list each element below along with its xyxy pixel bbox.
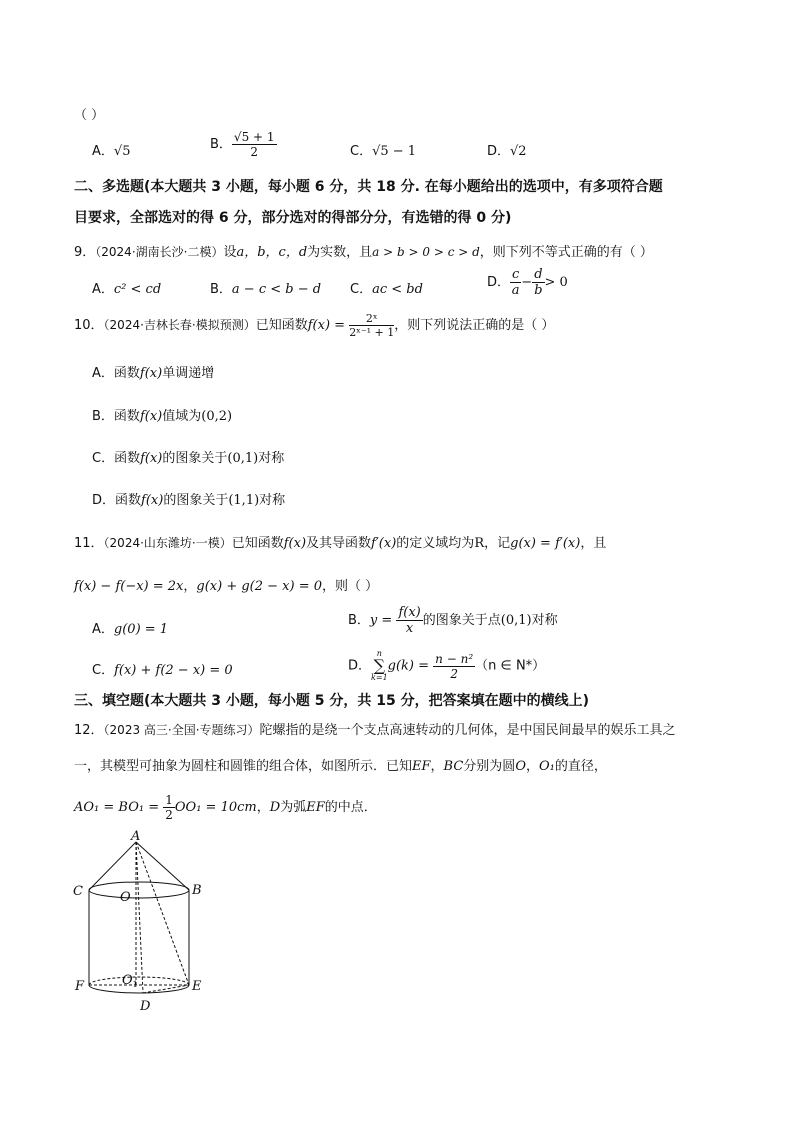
spinning-top-figure (70, 828, 210, 1023)
label-o: O (120, 890, 131, 905)
bottom-circle-front (89, 985, 189, 993)
q12-stem-line2: 一，其模型可抽象为圆柱和圆锥的组合体，如图所示．已知EF，BC分别为圆O，O₁的直径， (74, 759, 607, 774)
q8-answer-paren: （ ） (74, 108, 105, 123)
q12-stem-line3: AO₁ = BO₁ = $\frac{1}{2}$ OO₁ = 10cm，D为弧EF的中点． (74, 793, 377, 822)
top-circle (89, 882, 189, 898)
ad-dashed (136, 842, 143, 993)
q11-option-d: D． n ∑ k=1 g(k) = $\frac{\text{n − n²}}{2}$ （n ∈ N*） (348, 649, 546, 682)
q11-option-c: C．f(x) + f(2 − x) = 0 (92, 663, 233, 678)
q9-option-b: B．a − c < b − d (210, 282, 322, 297)
label-d: D (140, 999, 151, 1014)
label-e: E (192, 979, 202, 994)
q11-stem-line1: 11．（2024·山东潍坊·一模）已知函数f(x)及其导函数f′(x)的定义域均为R，记g(x) = f′(x)，且 (74, 536, 607, 551)
q9-option-c: C．ac < bd (350, 282, 423, 297)
label-a: A (131, 829, 141, 844)
q8-option-d: D．√2 (487, 144, 527, 159)
q8-option-b: B． $\frac{√5 + 1}{2}$ (210, 130, 275, 159)
q10-option-d: D．函数f(x)的图象关于(1,1)对称 (92, 493, 286, 508)
q11-option-a: A．g(0) = 1 (92, 622, 169, 637)
section2-heading-line2: 目要求，全部选对的得 6 分，部分选对的得部分分，有选错的得 0 分) (74, 210, 512, 226)
q10-option-b: B．函数f(x)值域为(0,2) (92, 409, 233, 424)
section2-heading-line1: 二、多选题(本大题共 3 小题，每小题 6 分，共 18 分. 在每小题给出的选项中，有多项符合题 (74, 179, 663, 195)
q12-stem-line1: 12．（2023 高三·全国·专题练习）陀螺指的是绕一个支点高速转动的几何体，是中国民间最早的娱乐工具之 (74, 723, 676, 738)
q8-option-a: A．√5 (92, 144, 131, 159)
q9-stem: 9．（2024·湖南长沙·二模）设a，b，c，d为实数，且a > b > 0 > c > d，则下列不等式正确的有（ ） (74, 245, 653, 260)
bottom-circle-back (89, 977, 189, 985)
q10-option-c: C．函数f(x)的图象关于(0,1)对称 (92, 451, 285, 466)
q8-option-c: C．√5 − 1 (350, 144, 417, 159)
q10-option-a: A．函数f(x)单调递增 (92, 366, 215, 381)
q10-stem: 10．（2024·吉林长春·模拟预测）已知函数f(x) = $\frac{\text{2ˣ}}{\text{2ˣ⁻¹ + 1}}$ ，则下列说法正确的是（ ） (74, 312, 555, 339)
ae-dashed (136, 842, 189, 985)
q11-stem-line2: f(x) − f(−x) = 2x，g(x) + g(2 − x) = 0，则（ ） (74, 579, 379, 594)
section3-heading: 三、填空题(本大题共 3 小题，每小题 5 分，共 15 分，把答案填在题中的横线上) (74, 693, 590, 709)
label-o1: $O_1$ (122, 973, 138, 989)
q11-option-b: B．y = $\frac{f(x)}{x}$ 的图象关于点(0,1)对称 (348, 605, 558, 636)
label-f: F (75, 979, 85, 994)
q9-option-d: D． $\frac{c}{a}$ − $\frac{d}{b}$ > 0 (487, 267, 568, 298)
label-c: C (73, 884, 83, 899)
label-b: B (192, 883, 202, 898)
q9-option-a: A．c² < cd (92, 282, 162, 297)
